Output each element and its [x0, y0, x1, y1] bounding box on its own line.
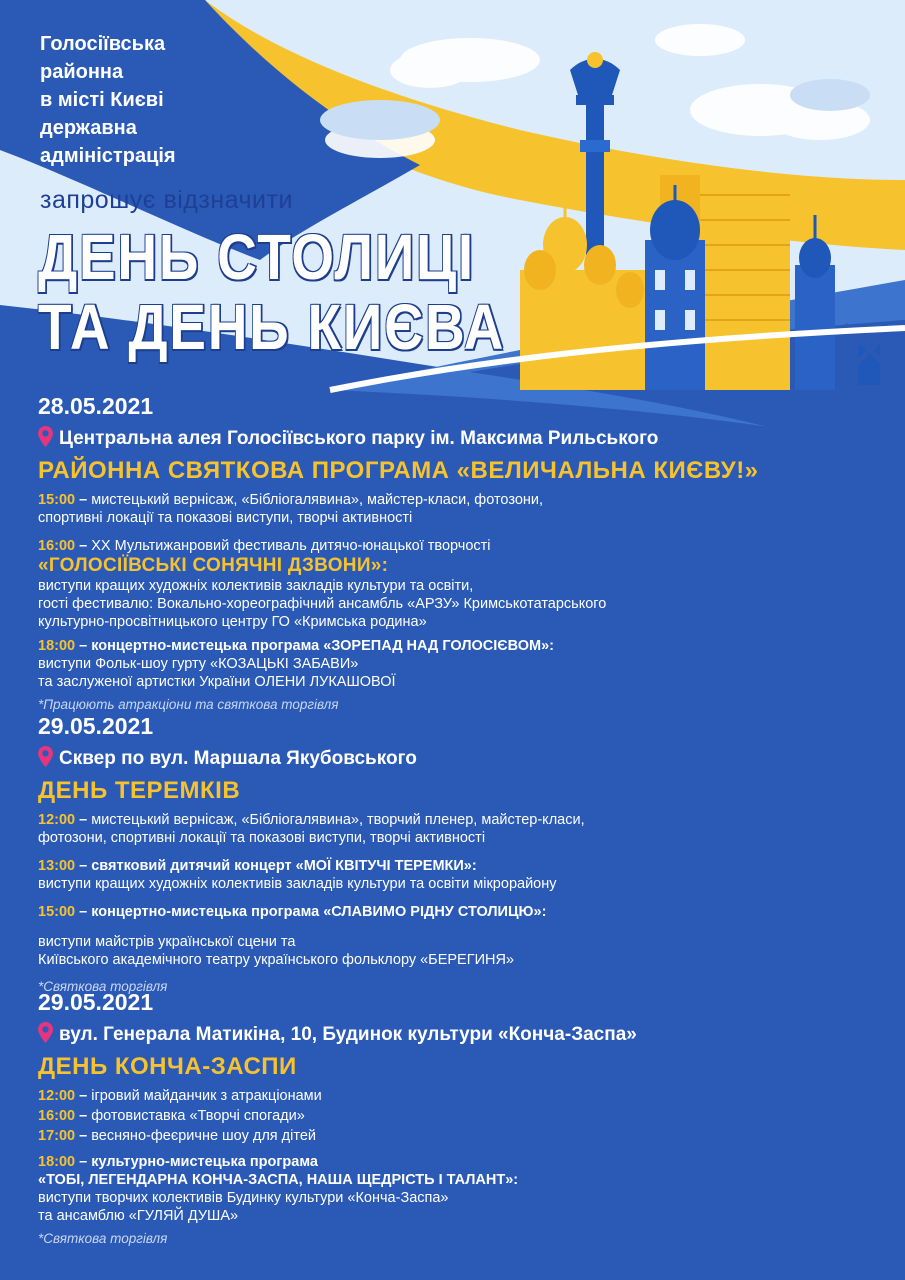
schedule-item: 15:00 – концертно-мистецька програма «СЛАВИМО РІДНУ СТОЛИЦЮ»: виступи майстрів української сцени та Київського академічного театру українського фольклору «БЕРЕГИНЯ»: [38, 904, 547, 968]
invite-text: запрошує відзначити: [40, 186, 293, 214]
item-time: 17:00: [38, 1128, 76, 1144]
event-date: 29.05.2021: [38, 989, 154, 1015]
item-time: 16:00: [38, 1108, 76, 1124]
item-time: 15:00: [38, 904, 76, 920]
title-line: ТА ДЕНЬ КИЄВА: [38, 291, 506, 363]
schedule-item: 15:00 – мистецький вернісаж, «Бібліогалявина», майстер-класи, фотозони, спортивні локації та показові виступи, творчі активності: [38, 492, 544, 526]
item-time: 13:00: [38, 858, 76, 874]
event-section-2: [38, 712, 888, 994]
venue-text: Сквер по вул. Маршала Якубовського: [59, 748, 417, 769]
event-date: 28.05.2021: [38, 393, 154, 419]
item-time: 15:00: [38, 492, 76, 508]
item-time: 12:00: [38, 1088, 76, 1104]
program-title: «ТОБІ, ЛЕГЕНДАРНА КОНЧА-ЗАСПА, НАША ЩЕДРІСТЬ І ТАЛАНТ»:: [38, 1172, 519, 1188]
schedule-item: 12:00 – ігровий майданчик з атракціонами: [38, 1088, 322, 1104]
schedule-item: 12:00 – мистецький вернісаж, «Бібліогалявина», творчий пленер, майстер-класи, фотозони, спортивні локації та показові виступи, творчі активності: [38, 812, 585, 846]
item-time: 16:00: [38, 538, 76, 554]
location-pin-icon: [38, 1022, 53, 1043]
festival-title: «ГОЛОСІЇВСЬКІ СОНЯЧНІ ДЗВОНИ»:: [38, 555, 389, 576]
schedule-item: 16:00 – ХХ Мультижанровий фестиваль дитячо-юнацької творчості «ГОЛОСІЇВСЬКІ СОНЯЧНІ ДЗВОНИ»: виступи кращих художніх колективів закладів культури та освіти, гості фестивалю: Вокально-хореографічний ансамбль «АРЗУ» Кримськотатарського культурно-просвітницького центру ГО «Кримська родина»: [38, 537, 888, 631]
event-note: *Святкова торгівля: [38, 1231, 168, 1246]
organizer-line: державна: [40, 117, 137, 139]
event-date: 29.05.2021: [38, 713, 154, 739]
location-pin-icon: [38, 426, 53, 447]
organizer-line: Голосіївська: [40, 33, 166, 55]
event-title: ДЕНЬ КОНЧА-ЗАСПИ: [38, 1053, 297, 1080]
poster-title: [38, 222, 505, 362]
event-section-1: [38, 392, 888, 712]
event-title: ДЕНЬ ТЕРЕМКІВ: [38, 777, 241, 804]
schedule-item: 16:00 – фотовиставка «Творчі спогади»: [38, 1108, 305, 1124]
venue-text: вул. Генерала Матикіна, 10, Будинок культури «Конча-Заспа»: [59, 1024, 637, 1045]
event-venue: [38, 746, 888, 771]
schedule-item: 18:00 – концертно-мистецька програма «ЗОРЕПАД НАД ГОЛОСІЄВОМ»: виступи Фольк-шоу гурту «КОЗАЦЬКІ ЗАБАВИ» та заслуженої артистки України ОЛЕНИ ЛУКАШОВОЇ: [38, 638, 554, 690]
organizer-line: адміністрація: [40, 145, 176, 167]
schedule-item: 13:00 – святковий дитячий концерт «МОЇ КВІТУЧІ ТЕРЕМКИ»: виступи кращих художніх колективів закладів культури та освіти мікрорайону: [38, 858, 557, 892]
organizer-line: районна: [40, 61, 124, 83]
event-venue: [38, 426, 888, 451]
item-time: 18:00: [38, 1154, 76, 1170]
schedule-item: 18:00 – культурно-мистецька програма «ТОБІ, ЛЕГЕНДАРНА КОНЧА-ЗАСПА, НАША ЩЕДРІСТЬ І ТАЛАНТ»: виступи творчих колективів Будинку культури «Конча-Заспа» та ансамблю «ГУЛЯЙ ДУША»: [38, 1154, 519, 1224]
organizer-line: в місті Києві: [40, 89, 164, 111]
event-venue: [38, 1022, 888, 1047]
event-section-3: [38, 988, 888, 1246]
item-time: 18:00: [38, 638, 76, 654]
venue-text: Центральна алея Голосіївського парку ім. Максима Рильського: [59, 428, 659, 449]
schedule-item: 17:00 – весняно-феєричне шоу для дітей: [38, 1128, 316, 1144]
event-title: РАЙОННА СВЯТКОВА ПРОГРАМА «ВЕЛИЧАЛЬНА КИЄВУ!»: [38, 457, 759, 484]
title-line: ДЕНЬ СТОЛИЦІ: [38, 221, 475, 293]
organizer-name: [40, 30, 176, 170]
event-note: *Святкова торгівля: [38, 979, 168, 994]
location-pin-icon: [38, 746, 53, 767]
event-note: *Працюють атракціони та святкова торгівля: [38, 697, 339, 712]
item-time: 12:00: [38, 812, 76, 828]
